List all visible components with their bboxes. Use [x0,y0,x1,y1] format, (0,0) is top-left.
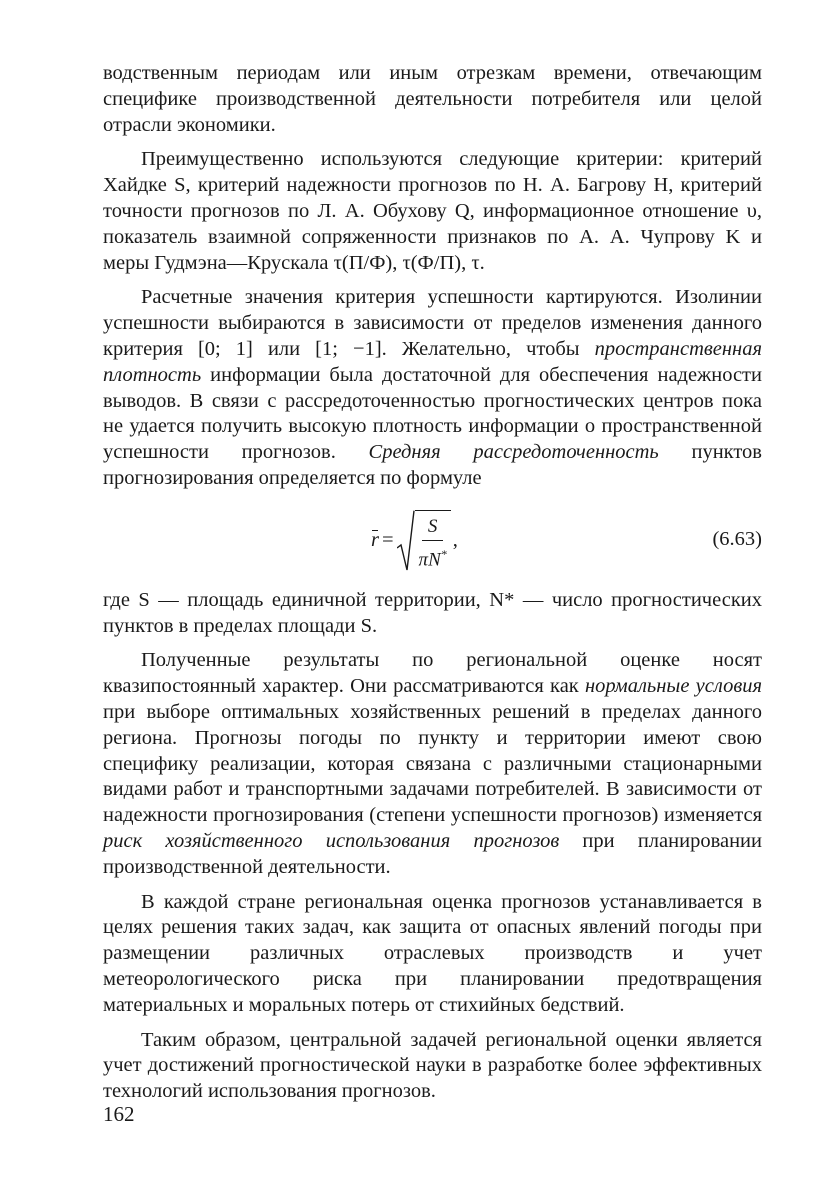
page-number: 162 [103,1102,135,1126]
denominator-pi: π [418,548,429,570]
paragraph-3 [103,285,762,491]
equation-number: (6.63) [712,527,762,550]
formula-fraction [419,516,447,571]
term-spatial-density: пространственная плотность [103,337,762,386]
radicand [415,510,451,572]
paragraph-5-text-e: при планировании производственной деятельности. [103,829,762,878]
formula-comma: , [452,529,458,552]
paragraph-3-text-c: информации была достаточной для обеспечения надежности выводов. В связи с рассредоточенностью прогностических центров пока не удается получить высокую плотность информации о пространственной успешности прогнозов. [103,363,762,464]
paragraph-3-text-e: пунктов прогнозирования определяется по формуле [103,441,762,489]
paragraph-3-text-a: Расчетные значения критерия успешности картируются. Изолинии успешности выбираются в зависимости от пределов изменения данного критерия [0; 1] или [1; −1]. Желательно, чтобы [103,286,762,360]
radical-sign-icon [397,510,415,572]
formula-lhs: r [371,529,379,552]
page-body [103,61,762,1105]
paragraph-5-text-a: Полученные результаты по региональной оценке носят квазипостоянный характер. Они рассматриваются как [103,649,762,698]
term-normal-conditions: нормальные условия [585,675,762,698]
term-mean-dispersion: Средняя рассредоточенность [368,441,659,464]
denominator-n: N [428,548,441,570]
paragraph-1: водственным периодам или иным отрезкам времени, отвечающим специфике производственной деятельности потребителя или целой отрасли экономики. [103,62,762,136]
denominator-star: * [440,546,447,561]
term-economic-risk: риск хозяйственного использования прогнозов [103,829,560,852]
fraction-denominator [419,541,447,571]
paragraph-2: Преимущественно используются следующие критерии: критерий Хайдке S, критерий надежности прогнозов по Н. А. Багрову H, критерий точности прогнозов по Л. А. Обухову Q, информационное отношение υ, показатель взаимной сопряженности признаков по А. А. Чупрову K и меры Гудмэна—Крускала τ(П/Ф), τ(Ф/П), τ. [103,148,762,274]
formula-equals: = [381,529,394,552]
paragraph-6: В каждой стране региональная оценка прогнозов устанавливается в целях решения таких задач, как защита от опасных явлений погоды при размещении различных отраслевых производств и учет метеорологического риска при планировании предотвращения материальных и моральных потерь от стихийных бедствий. [103,890,762,1016]
paragraph-4: где S — площадь единичной территории, N* — число прогностических пунктов в пределах площади S. [103,588,762,637]
fraction-numerator: S [422,516,444,541]
formula-6-63 [103,502,762,580]
square-root [397,510,451,572]
paragraph-5-text-c: при выборе оптимальных хозяйственных решений в пределах данного региона. Прогнозы погоды по пункту и территории имеют свою специфику реализации, которая связана с различными стационарными видами работ и транспортными задачами потребителей. В зависимости от надежности прогнозирования (степени успешности прогнозов) изменяется [103,700,762,827]
paragraph-5 [103,648,762,880]
formula-expression [371,510,458,572]
paragraph-7: Таким образом, центральной задачей региональной оценки является учет достижений прогностической науки в разработке более эффективных технологий использования прогнозов. [103,1028,762,1103]
